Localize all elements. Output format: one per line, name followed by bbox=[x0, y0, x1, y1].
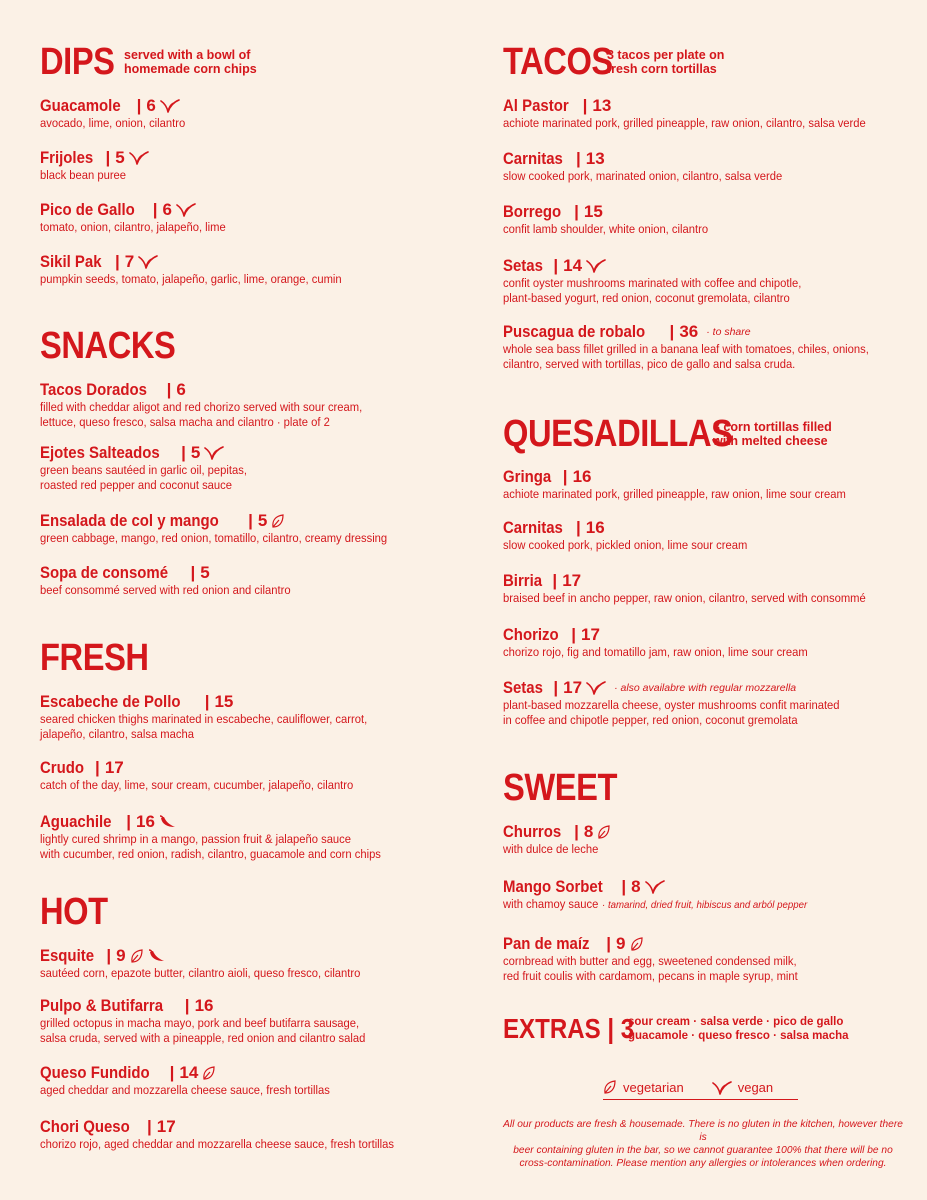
item-name: Birria bbox=[503, 571, 543, 590]
item-price: 15 bbox=[583, 202, 603, 221]
item-name: Sikil Pak bbox=[40, 252, 102, 271]
menu-item-escabeche-de-pollo bbox=[40, 692, 480, 742]
separator: | bbox=[166, 380, 172, 399]
item-description: jalapeño, cilantro, salsa macha bbox=[40, 727, 194, 741]
item-description: with cucumber, red onion, radish, cilantro, guacamole and corn chips bbox=[40, 847, 381, 861]
separator: | bbox=[95, 758, 100, 777]
menu-item-guacamole bbox=[40, 96, 480, 131]
section-dips bbox=[40, 40, 480, 84]
section-subtitle: served with a bowl of homemade corn chips bbox=[124, 48, 257, 76]
menu-item-ejotes-salteados bbox=[40, 443, 480, 493]
item-description: filled with cheddar aligot and red chorizo served with sour cream, bbox=[40, 400, 363, 414]
separator: | bbox=[576, 149, 581, 168]
menu-item-setas bbox=[503, 256, 903, 306]
separator: | bbox=[576, 518, 581, 537]
section-title: HOT bbox=[40, 891, 108, 933]
separator: | bbox=[136, 96, 142, 115]
menu-item-gringa bbox=[503, 467, 903, 502]
item-name: Aguachile bbox=[40, 812, 112, 831]
vegetarian-icon bbox=[202, 1066, 216, 1081]
separator: | bbox=[169, 1063, 175, 1082]
item-description: cornbread with butter and egg, sweetened condensed milk, bbox=[503, 954, 797, 968]
item-price: 16 bbox=[572, 467, 592, 486]
menu-item-pulpo-butifarra bbox=[40, 996, 480, 1046]
item-description: pumpkin seeds, tomato, jalapeño, garlic, lime, orange, cumin bbox=[40, 272, 342, 286]
menu-item-birria bbox=[503, 571, 903, 606]
separator: | bbox=[184, 996, 190, 1015]
section-fresh bbox=[40, 636, 480, 680]
section-subtitle: 3 tacos per plate on fresh corn tortillas bbox=[607, 48, 725, 76]
chili-icon bbox=[159, 815, 177, 829]
item-description: green cabbage, mango, red onion, tomatillo, cilantro, creamy dressing bbox=[40, 531, 388, 545]
item-description: green beans sautéed in garlic oil, pepitas, bbox=[40, 463, 247, 477]
item-price: 36 bbox=[679, 322, 699, 341]
separator: | bbox=[562, 467, 568, 486]
item-price: 17 bbox=[562, 571, 582, 590]
legend-vegan: vegan bbox=[737, 1080, 774, 1095]
item-description: in coffee and chipotle pepper, red onion, coconut gremolata bbox=[503, 713, 798, 727]
separator: | bbox=[126, 812, 132, 831]
item-price: 14 bbox=[179, 1063, 199, 1082]
section-title: FRESH bbox=[40, 637, 149, 679]
item-price: 13 bbox=[585, 149, 605, 168]
item-description: roasted red pepper and coconut sauce bbox=[40, 478, 232, 492]
separator: | bbox=[204, 692, 210, 711]
item-description: cilantro, served with tortillas, pico de gallo and salsa cruda. bbox=[503, 357, 796, 371]
allergen-note: All our products are fresh & housemade. There is no gluten in the kitchen, however there is beer containing gluten in the bar, so we cannot guarantee 100% that there will be no cross-contamination. Please mention any allergies or intolerances when ordering. bbox=[503, 1119, 903, 1169]
item-description: avocado, lime, onion, cilantro bbox=[40, 116, 186, 130]
separator: | bbox=[147, 1117, 152, 1136]
extras-title: EXTRAS | 3 bbox=[503, 1013, 635, 1044]
item-name: Crudo bbox=[40, 758, 85, 777]
item-name: Queso Fundido bbox=[40, 1063, 150, 1082]
item-price: 6 bbox=[162, 200, 172, 219]
separator: | bbox=[152, 200, 158, 219]
section-title: TACOS bbox=[503, 41, 613, 83]
separator: | bbox=[553, 256, 559, 275]
section-hot bbox=[40, 890, 480, 934]
separator: | bbox=[621, 877, 627, 896]
menu-item-aguachile bbox=[40, 812, 480, 862]
vegetarian-icon bbox=[630, 937, 644, 952]
item-price: 16 bbox=[136, 812, 155, 831]
separator: | bbox=[105, 148, 111, 167]
separator: | bbox=[114, 252, 120, 271]
menu-item-al-pastor bbox=[503, 96, 903, 131]
item-price: 16 bbox=[194, 996, 214, 1015]
vegan-icon bbox=[129, 151, 149, 165]
section-title: QUESADILLAS bbox=[503, 413, 733, 455]
section-snacks bbox=[40, 324, 480, 368]
item-description: seared chicken thighs marinated in escabeche, cauliflower, carrot, bbox=[40, 712, 368, 726]
item-description: slow cooked pork, marinated onion, cilantro, salsa verde bbox=[503, 169, 783, 183]
vegan-icon bbox=[586, 259, 606, 273]
menu-item-ensalada-de-col-y-mango bbox=[40, 511, 480, 546]
separator: | bbox=[669, 322, 675, 341]
item-price: 9 bbox=[616, 934, 626, 953]
item-name: Escabeche de Pollo bbox=[40, 692, 181, 711]
menu-item-chori-queso bbox=[40, 1117, 480, 1152]
menu-item-chorizo bbox=[503, 625, 903, 660]
vegetarian-icon bbox=[603, 1080, 617, 1095]
vegan-icon bbox=[138, 255, 158, 269]
separator: | bbox=[582, 96, 588, 115]
item-price: 13 bbox=[592, 96, 612, 115]
menu-item-borrego bbox=[503, 202, 903, 237]
item-name: Chorizo bbox=[503, 625, 559, 644]
item-price: 17 bbox=[581, 625, 600, 644]
item-description: black bean puree bbox=[40, 168, 127, 182]
separator: | bbox=[574, 202, 579, 221]
item-price: 17 bbox=[104, 758, 124, 777]
item-name: Setas bbox=[503, 678, 543, 697]
section-quesadillas bbox=[503, 412, 903, 456]
extras-list: sour cream · salsa verde · pico de gallo guacamole · queso fresco · salsa macha bbox=[628, 1016, 849, 1042]
item-price: 8 bbox=[631, 877, 641, 896]
menu-item-sopa-de-consome bbox=[40, 563, 480, 598]
item-price: 6 bbox=[146, 96, 156, 115]
vegetarian-icon bbox=[597, 825, 611, 840]
item-price: 6 bbox=[176, 380, 186, 399]
item-description: red fruit coulis with cardamom, pecans in maple syrup, mint bbox=[503, 969, 798, 983]
vegan-icon bbox=[645, 880, 665, 894]
separator: | bbox=[106, 946, 112, 965]
item-name: Pan de maíz bbox=[503, 934, 590, 953]
item-description: with chamoy sauce · tamarind, dried fruit, hibiscus and arból pepper bbox=[503, 897, 808, 911]
item-name: Tacos Dorados bbox=[40, 380, 147, 399]
menu-item-churros bbox=[503, 822, 903, 857]
item-description: plant-based mozzarella cheese, oyster mushrooms confit marinated bbox=[503, 698, 840, 712]
item-price: 15 bbox=[214, 692, 234, 711]
item-description: grilled octopus in macha mayo, pork and beef butifarra sausage, bbox=[40, 1016, 360, 1030]
item-note: · to share bbox=[706, 326, 751, 338]
item-description: plant-based yogurt, red onion, coconut gremolata, cilantro bbox=[503, 291, 790, 305]
section-sweet bbox=[503, 766, 903, 810]
item-price: 8 bbox=[583, 822, 594, 841]
vegan-icon bbox=[712, 1081, 732, 1095]
item-price: 5 bbox=[115, 148, 125, 167]
menu-item-crudo bbox=[40, 758, 480, 793]
diet-legend bbox=[603, 1080, 798, 1100]
item-name: Al Pastor bbox=[503, 96, 569, 115]
item-description: slow cooked pork, pickled onion, lime sour cream bbox=[503, 538, 748, 552]
item-price: 17 bbox=[563, 678, 583, 697]
vegetarian-icon bbox=[130, 949, 144, 964]
menu-item-tacos-dorados bbox=[40, 380, 480, 430]
separator: | bbox=[553, 678, 559, 697]
item-description-note: · tamarind, dried fruit, hibiscus and arból pepper bbox=[602, 899, 808, 911]
legend-vegetarian: vegetarian bbox=[623, 1080, 684, 1095]
menu-item-puscagua-de-robalo bbox=[503, 322, 903, 372]
section-title: SWEET bbox=[503, 767, 618, 809]
item-description: salsa cruda, served with a pineapple, red onion and cilantro salad bbox=[40, 1031, 366, 1045]
menu-item-mango-sorbet bbox=[503, 877, 903, 913]
item-name: Ensalada de col y mango bbox=[40, 511, 219, 530]
separator: | bbox=[606, 934, 612, 953]
item-price: 5 bbox=[257, 511, 268, 530]
item-description: braised beef in ancho pepper, raw onion, cilantro, served with consommé bbox=[503, 591, 866, 605]
item-name: Puscagua de robalo bbox=[503, 322, 646, 341]
menu-item-pico-de-gallo bbox=[40, 200, 480, 235]
item-name: Guacamole bbox=[40, 96, 121, 115]
item-name: Gringa bbox=[503, 467, 552, 486]
item-price: 5 bbox=[200, 563, 210, 582]
item-price: 16 bbox=[585, 518, 605, 537]
item-name: Pulpo & Butifarra bbox=[40, 996, 164, 1015]
item-description: with dulce de leche bbox=[503, 842, 599, 856]
section-title: SNACKS bbox=[40, 325, 176, 367]
menu-item-carnitas bbox=[503, 149, 903, 184]
item-name: Sopa de consomé bbox=[40, 563, 169, 582]
item-description: confit lamb shoulder, white onion, cilantro bbox=[503, 222, 709, 236]
item-name: Borrego bbox=[503, 202, 562, 221]
section-tacos bbox=[503, 40, 903, 84]
item-description: tomato, onion, cilantro, jalapeño, lime bbox=[40, 220, 226, 234]
item-description: whole sea bass fillet grilled in a banana leaf with tomatoes, chiles, onions, bbox=[503, 342, 869, 356]
separator: | bbox=[552, 571, 558, 590]
item-description: chorizo rojo, aged cheddar and mozzarella cheese sauce, fresh tortillas bbox=[40, 1137, 395, 1151]
menu-item-esquite bbox=[40, 946, 480, 981]
item-price: 9 bbox=[116, 946, 126, 965]
item-note: · also availabre with regular mozzarella bbox=[614, 682, 797, 694]
item-description: confit oyster mushrooms marinated with coffee and chipotle, bbox=[503, 276, 802, 290]
item-description: catch of the day, lime, sour cream, cucumber, jalapeño, cilantro bbox=[40, 778, 354, 792]
item-name: Pico de Gallo bbox=[40, 200, 135, 219]
vegan-icon bbox=[176, 203, 196, 217]
item-name: Ejotes Salteados bbox=[40, 443, 160, 462]
vegan-icon bbox=[204, 446, 224, 460]
item-description: lightly cured shrimp in a mango, passion fruit & jalapeño sauce bbox=[40, 832, 352, 846]
item-name: Mango Sorbet bbox=[503, 877, 603, 896]
vegan-icon bbox=[160, 99, 180, 113]
separator: | bbox=[571, 625, 577, 644]
section-extras bbox=[503, 1015, 903, 1043]
item-name: Carnitas bbox=[503, 149, 563, 168]
item-price: 5 bbox=[190, 443, 201, 462]
separator: | bbox=[248, 511, 253, 530]
item-price: 7 bbox=[124, 252, 135, 271]
item-price: 14 bbox=[563, 256, 583, 275]
item-description: achiote marinated pork, grilled pineapple, raw onion, cilantro, salsa verde bbox=[503, 116, 866, 130]
menu-item-frijoles bbox=[40, 148, 480, 183]
item-name: Churros bbox=[503, 822, 562, 841]
vegetarian-icon bbox=[271, 514, 285, 529]
chili-icon bbox=[148, 949, 166, 963]
menu-item-pan-de-maiz bbox=[503, 934, 903, 984]
item-description: lettuce, queso fresco, salsa macha and cilantro · plate of 2 bbox=[40, 415, 330, 429]
item-name: Esquite bbox=[40, 946, 95, 965]
separator: | bbox=[574, 822, 579, 841]
item-description: sautéed corn, epazote butter, cilantro aioli, queso fresco, cilantro bbox=[40, 966, 361, 980]
item-name: Frijoles bbox=[40, 148, 94, 167]
item-description: achiote marinated pork, grilled pineapple, raw onion, lime sour cream bbox=[503, 487, 846, 501]
menu-item-queso-fundido bbox=[40, 1063, 480, 1098]
item-name: Setas bbox=[503, 256, 543, 275]
item-description: beef consommé served with red onion and cilantro bbox=[40, 583, 291, 597]
vegan-icon bbox=[586, 681, 606, 695]
item-description: chorizo rojo, fig and tomatillo jam, raw onion, lime sour cream bbox=[503, 645, 808, 659]
separator: | bbox=[181, 443, 186, 462]
menu-item-carnitas bbox=[503, 518, 903, 553]
menu-item-sikil-pak bbox=[40, 252, 480, 287]
item-name: Carnitas bbox=[503, 518, 563, 537]
item-name: Chori Queso bbox=[40, 1117, 130, 1136]
section-subtitle: 3 corn tortillas filled with melted cheese bbox=[713, 420, 832, 448]
menu-item-setas bbox=[503, 678, 903, 728]
separator: | bbox=[190, 563, 196, 582]
item-description: aged cheddar and mozzarella cheese sauce, fresh tortillas bbox=[40, 1083, 330, 1097]
item-price: 17 bbox=[156, 1117, 176, 1136]
section-title: DIPS bbox=[40, 41, 115, 83]
